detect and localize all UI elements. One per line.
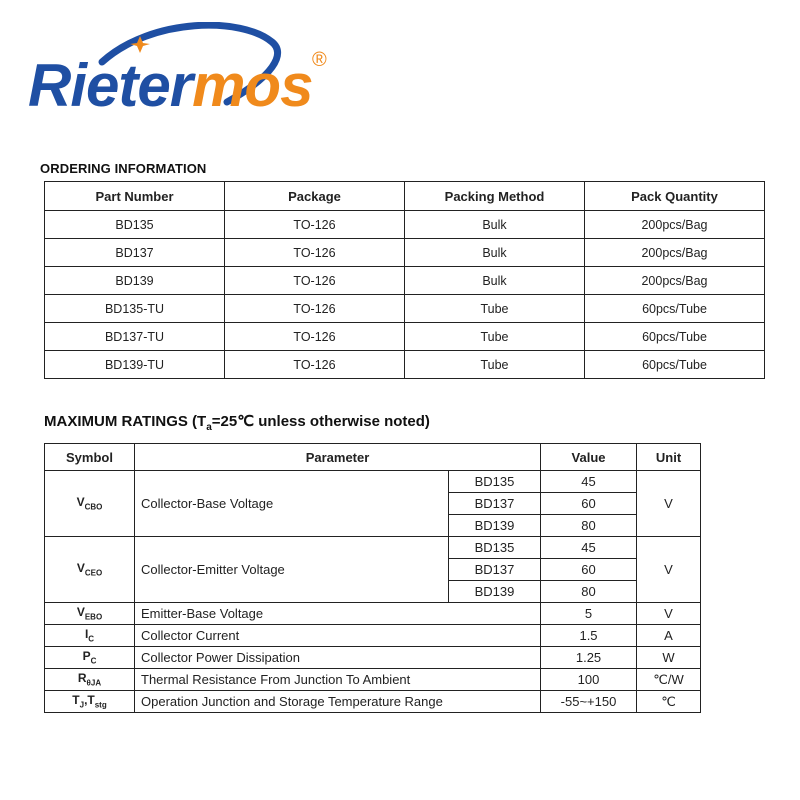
part-number: BD135-TU [45,295,225,323]
package: TO-126 [225,351,405,379]
symbol-main: V [76,495,85,510]
table-header-row [45,182,765,211]
table-row [45,603,701,625]
registered-mark: ® [312,49,327,71]
unit: V [637,471,701,537]
package: TO-126 [225,267,405,295]
unit: V [637,537,701,603]
symbol-main: T [72,693,80,708]
packing-method: Bulk [405,239,585,267]
part-variant: BD139 [449,515,541,537]
symbol-sub: CEO [84,568,103,578]
value: 1.5 [541,625,637,647]
parameter: Collector Power Dissipation [135,647,541,669]
symbol-vebo [45,603,135,625]
table-row [45,625,701,647]
parameter: Collector-Emitter Voltage [135,537,449,603]
parameter: Collector Current [135,625,541,647]
parameter: Operation Junction and Storage Temperature Range [135,691,541,713]
symbol-sub: CBO [84,502,103,512]
brand-logo [22,22,352,122]
symbol-main: V [76,605,85,620]
table-row [45,669,701,691]
packing-method: Bulk [405,267,585,295]
symbol-sub-2: stg [94,700,107,710]
part-variant: BD139 [449,581,541,603]
symbol-main: V [76,561,85,576]
value: 60 [541,559,637,581]
part-number: BD139 [45,267,225,295]
header-package: Package [225,182,405,211]
symbol-ic [45,625,135,647]
value: 100 [541,669,637,691]
logo-text: Rietermos [28,52,313,119]
value: 1.25 [541,647,637,669]
symbol-vceo [45,537,135,603]
symbol-pc [45,647,135,669]
table-row [45,239,765,267]
ordering-title: ORDERING INFORMATION [40,161,207,176]
pack-quantity: 60pcs/Tube [585,323,765,351]
symbol-main: I [84,627,89,642]
symbol-main: P [82,649,91,664]
table-row [45,647,701,669]
value: 80 [541,515,637,537]
value: 45 [541,471,637,493]
packing-method: Tube [405,351,585,379]
symbol-main-2: ,T [84,693,95,708]
header-pack-quantity: Pack Quantity [585,182,765,211]
table-row [45,323,765,351]
header-packing-method: Packing Method [405,182,585,211]
symbol-vcbo [45,471,135,537]
title-subscript: a [206,422,212,433]
table-row [45,267,765,295]
part-number: BD137-TU [45,323,225,351]
value: -55~+150 [541,691,637,713]
package: TO-126 [225,323,405,351]
part-number: BD137 [45,239,225,267]
table-row [45,691,701,713]
header-value: Value [541,444,637,471]
header-unit: Unit [637,444,701,471]
ordering-table [44,181,765,379]
unit: A [637,625,701,647]
header-symbol: Symbol [45,444,135,471]
parameter: Emitter-Base Voltage [135,603,541,625]
package: TO-126 [225,295,405,323]
symbol-sub: C [88,634,95,644]
packing-method: Bulk [405,211,585,239]
symbol-sub: J [79,700,85,710]
max-ratings-table [44,443,701,713]
unit: W [637,647,701,669]
symbol-sub: EBO [84,612,103,622]
part-variant: BD137 [449,493,541,515]
packing-method: Tube [405,295,585,323]
pack-quantity: 200pcs/Bag [585,211,765,239]
table-row [45,537,701,559]
header-parameter: Parameter [135,444,541,471]
part-variant: BD137 [449,559,541,581]
value: 60 [541,493,637,515]
table-row [45,471,701,493]
table-header-row [45,444,701,471]
pack-quantity: 60pcs/Tube [585,351,765,379]
symbol-main: R [77,671,87,686]
title-prefix: MAXIMUM RATINGS (T [44,413,207,430]
pack-quantity: 200pcs/Bag [585,239,765,267]
table-row [45,211,765,239]
package: TO-126 [225,239,405,267]
unit: ℃/W [637,669,701,691]
pack-quantity: 60pcs/Tube [585,295,765,323]
part-variant: BD135 [449,537,541,559]
value: 5 [541,603,637,625]
header-part-number: Part Number [45,182,225,211]
part-number: BD135 [45,211,225,239]
symbol-sub: θJA [86,678,102,688]
max-ratings-title [44,412,430,433]
table-row [45,351,765,379]
unit: ℃ [637,691,701,713]
parameter: Thermal Resistance From Junction To Ambient [135,669,541,691]
symbol-sub: C [90,656,97,666]
pack-quantity: 200pcs/Bag [585,267,765,295]
value: 80 [541,581,637,603]
packing-method: Tube [405,323,585,351]
parameter: Collector-Base Voltage [135,471,449,537]
part-variant: BD135 [449,471,541,493]
unit: V [637,603,701,625]
title-suffix: =25℃ unless otherwise noted) [211,413,430,430]
package: TO-126 [225,211,405,239]
symbol-rthja [45,669,135,691]
symbol-tj-tstg [45,691,135,713]
part-number: BD139-TU [45,351,225,379]
value: 45 [541,537,637,559]
table-row [45,295,765,323]
